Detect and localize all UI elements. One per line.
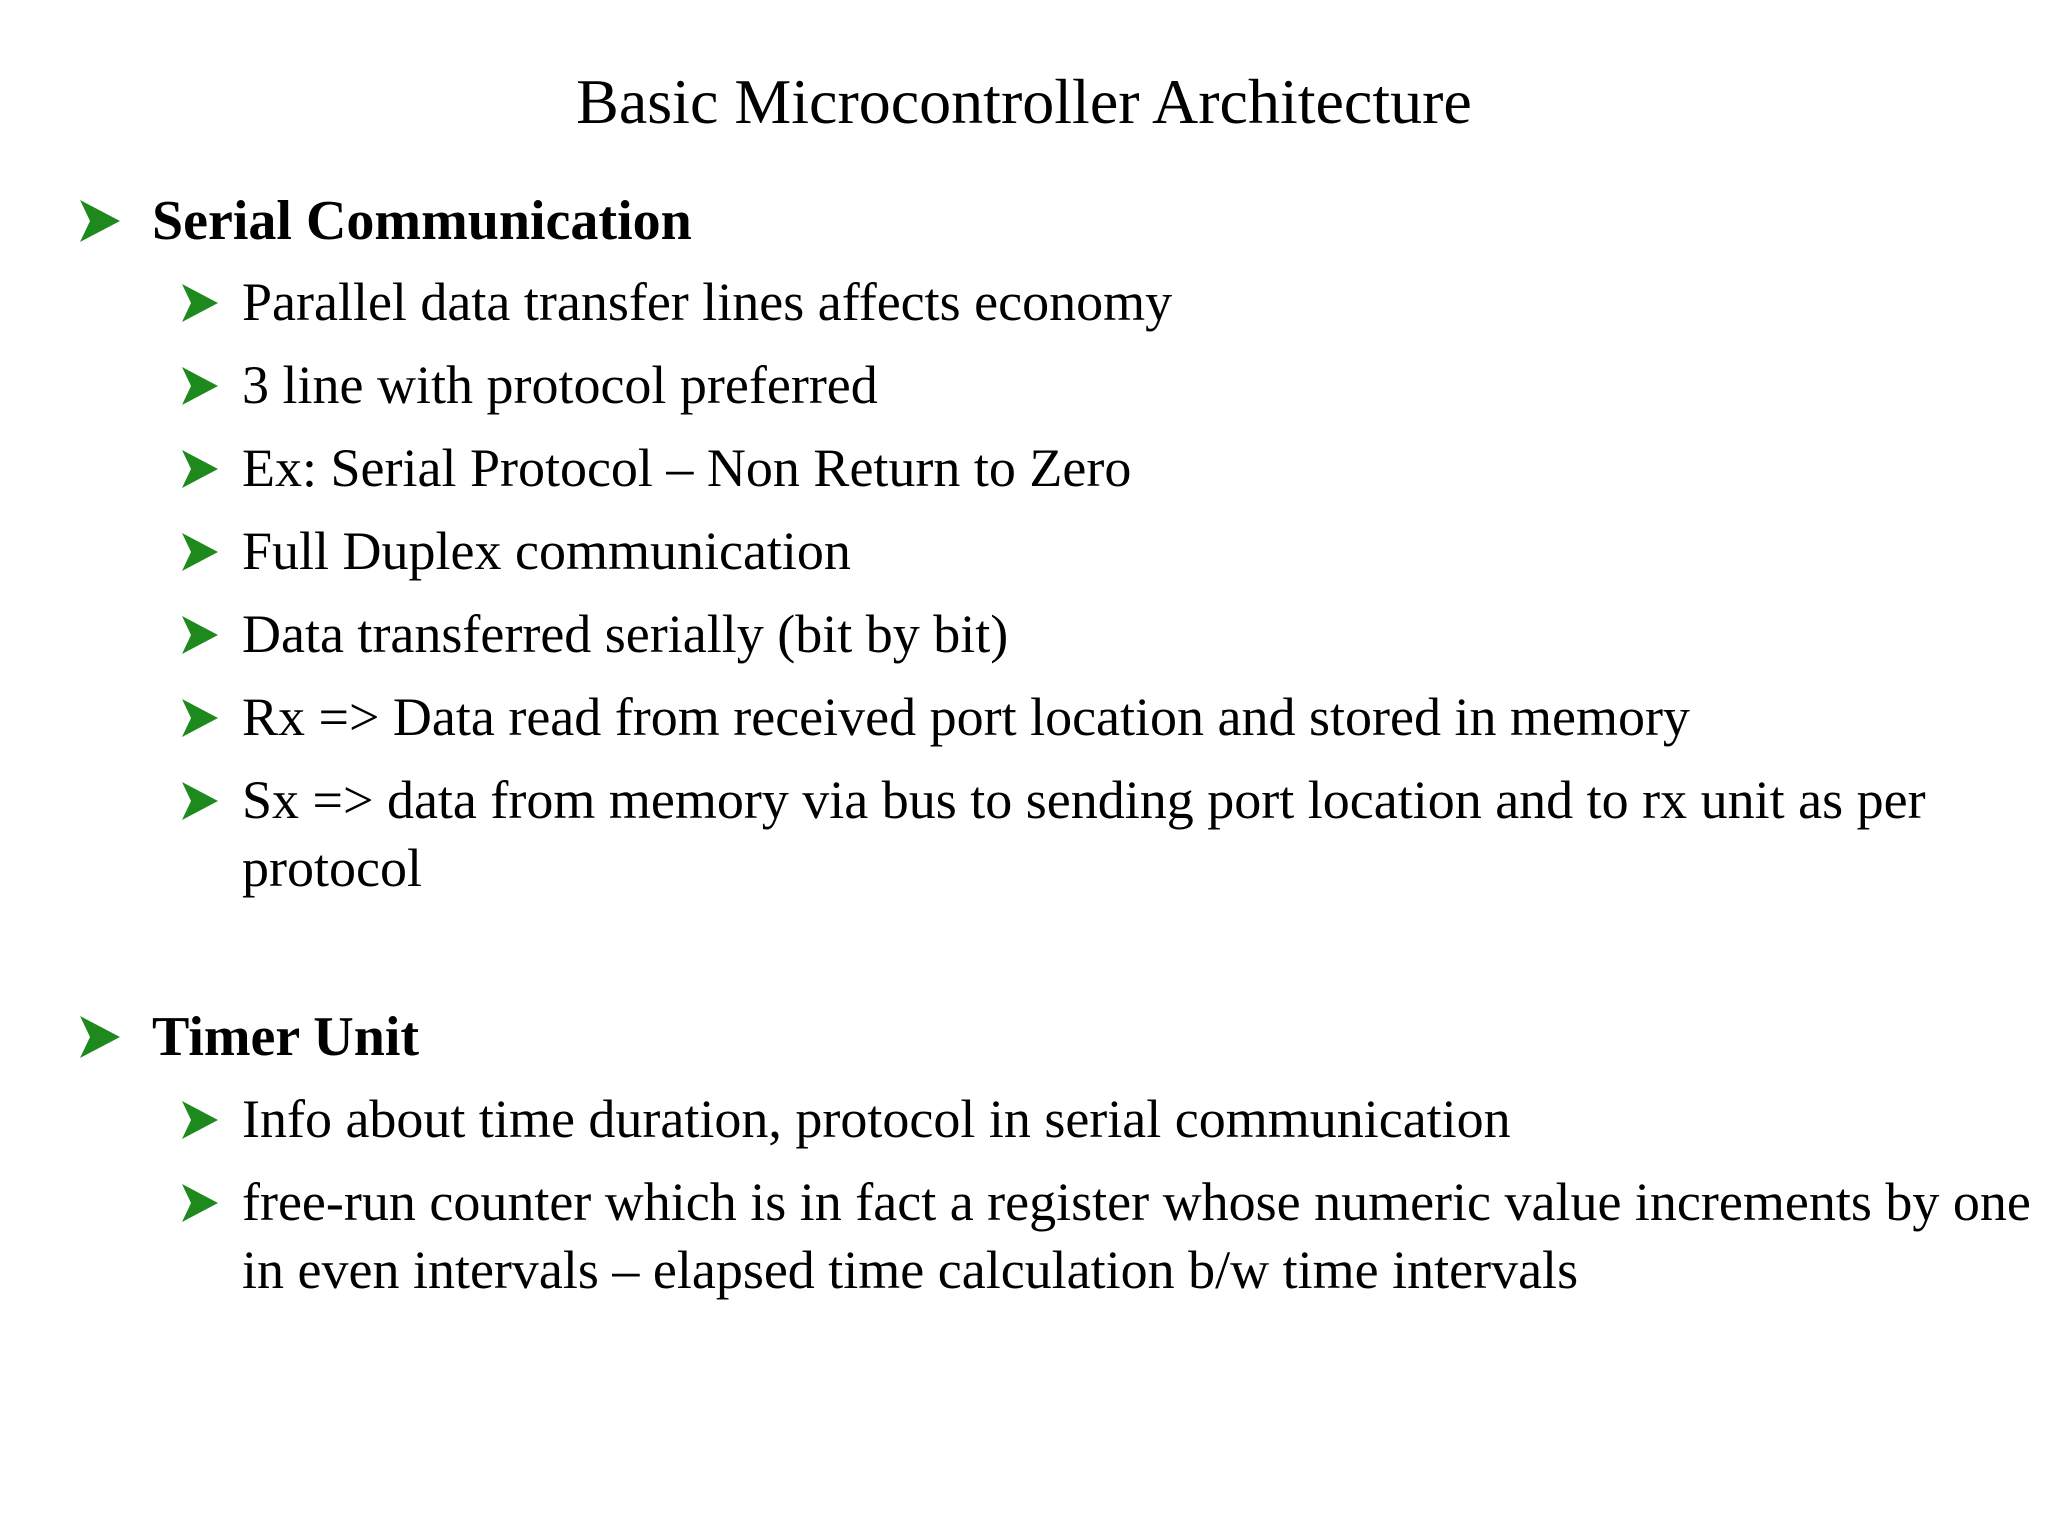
bullet-text: Full Duplex communication bbox=[242, 521, 851, 581]
bullet-text: 3 line with protocol preferred bbox=[242, 355, 878, 415]
bullet-item bbox=[242, 1168, 2048, 1304]
arrow-bullet-icon bbox=[180, 697, 220, 739]
arrow-bullet-icon bbox=[78, 198, 122, 244]
bullet-item bbox=[242, 351, 878, 419]
arrow-bullet-icon bbox=[180, 1182, 220, 1224]
bullet-item bbox=[242, 268, 1172, 336]
arrow-bullet-icon bbox=[180, 1099, 220, 1141]
arrow-bullet-icon bbox=[180, 365, 220, 407]
section-heading-timer-unit bbox=[152, 1004, 419, 1070]
bullet-text: Ex: Serial Protocol – Non Return to Zero bbox=[242, 438, 1132, 498]
bullet-item bbox=[242, 434, 1131, 502]
bullet-item bbox=[242, 1085, 1511, 1153]
bullet-text: Parallel data transfer lines affects economy bbox=[242, 272, 1173, 332]
bullet-item bbox=[242, 683, 1690, 751]
section-heading-serial-communication bbox=[152, 188, 692, 254]
bullet-item bbox=[242, 766, 2048, 902]
bullet-item bbox=[242, 600, 1008, 668]
arrow-bullet-icon bbox=[180, 531, 220, 573]
bullet-text: free-run counter which is in fact a register whose numeric value increments by one in even intervals – elapsed time calculation b/w time intervals bbox=[242, 1172, 2031, 1300]
arrow-bullet-icon bbox=[180, 780, 220, 822]
bullet-text: Info about time duration, protocol in serial communication bbox=[242, 1089, 1511, 1149]
bullet-item bbox=[242, 517, 851, 585]
bullet-text: Rx => Data read from received port location and stored in memory bbox=[242, 687, 1690, 747]
bullet-text: Data transferred serially (bit by bit) bbox=[242, 604, 1009, 664]
arrow-bullet-icon bbox=[78, 1014, 122, 1060]
arrow-bullet-icon bbox=[180, 448, 220, 490]
arrow-bullet-icon bbox=[180, 614, 220, 656]
slide-title: Basic Microcontroller Architecture bbox=[576, 66, 1472, 137]
section-heading: Timer Unit bbox=[152, 1006, 420, 1068]
bullet-text: Sx => data from memory via bus to sending port location and to rx unit as per protocol bbox=[242, 770, 1926, 898]
section-heading: Serial Communication bbox=[152, 190, 692, 252]
arrow-bullet-icon bbox=[180, 282, 220, 324]
